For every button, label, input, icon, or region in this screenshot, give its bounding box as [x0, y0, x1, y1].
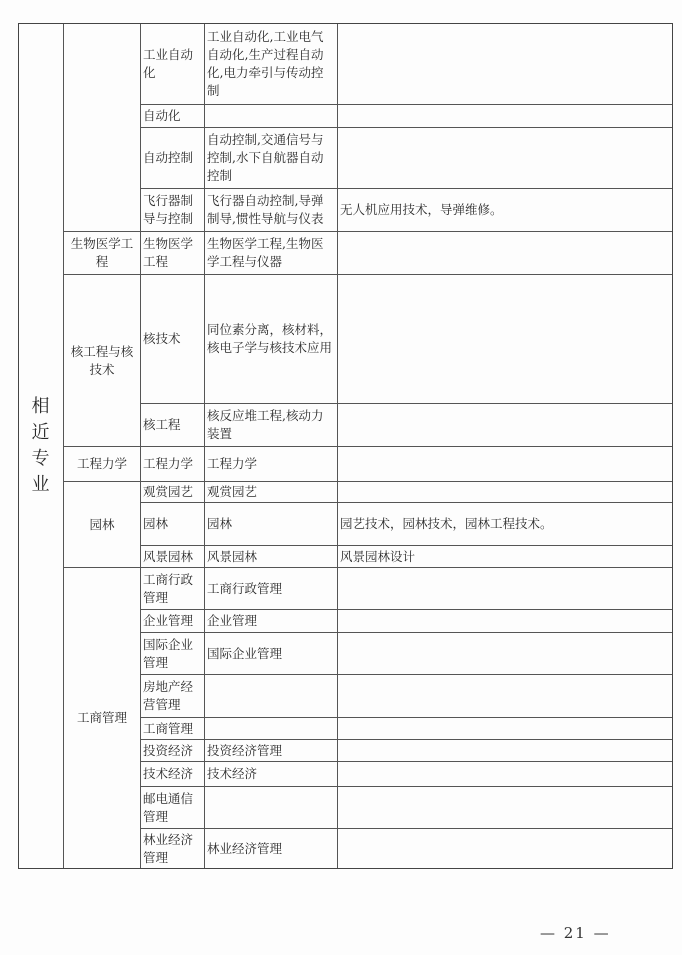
group-cell-biomedical: 生物医学工程	[64, 232, 141, 275]
major-cell: 生物医学工程	[141, 232, 205, 275]
related-cell: 工程力学	[205, 447, 338, 482]
related-cell: 核反应堆工程,核动力装置	[205, 404, 338, 447]
vocational-cell	[338, 404, 672, 447]
related-cell	[205, 675, 338, 718]
related-cell: 林业经济管理	[205, 829, 338, 868]
major-cell: 房地产经营管理	[141, 675, 205, 718]
major-cell: 自动化	[141, 105, 205, 128]
category-label: 相近专业	[31, 396, 51, 495]
vocational-cell	[338, 482, 672, 503]
major-cell: 投资经济	[141, 740, 205, 762]
vocational-cell	[338, 232, 672, 275]
vocational-cell	[338, 128, 672, 189]
related-cell: 投资经济管理	[205, 740, 338, 762]
vocational-cell	[338, 568, 672, 610]
group-cell-landscape: 园林	[64, 482, 141, 568]
related-cell: 园林	[205, 503, 338, 546]
vocational-cell	[338, 718, 672, 740]
related-cell	[205, 105, 338, 128]
vocational-cell	[338, 105, 672, 128]
group-cell-mechanics: 工程力学	[64, 447, 141, 482]
vocational-cell: 园艺技术，园林技术，园林工程技术。	[338, 503, 672, 546]
major-cell: 技术经济	[141, 762, 205, 787]
vocational-cell	[338, 762, 672, 787]
related-cell: 飞行器自动控制,导弹制导,惯性导航与仪表	[205, 189, 338, 232]
major-cell: 林业经济管理	[141, 829, 205, 868]
related-cell: 工商行政管理	[205, 568, 338, 610]
vocational-cell: 风景园林设计	[338, 546, 672, 568]
vocational-cell	[338, 633, 672, 675]
group-cell-automation	[64, 24, 141, 232]
major-cell: 工商行政管理	[141, 568, 205, 610]
major-cell: 工程力学	[141, 447, 205, 482]
vocational-cell	[338, 24, 672, 105]
major-cell: 工商管理	[141, 718, 205, 740]
related-cell	[205, 787, 338, 829]
vocational-cell	[338, 787, 672, 829]
major-cell: 核工程	[141, 404, 205, 447]
major-cell: 企业管理	[141, 610, 205, 633]
related-cell: 自动控制,交通信号与控制,水下自航器自动控制	[205, 128, 338, 189]
major-cell: 邮电通信管理	[141, 787, 205, 829]
vocational-cell	[338, 740, 672, 762]
related-cell: 风景园林	[205, 546, 338, 568]
related-cell: 生物医学工程,生物医学工程与仪器	[205, 232, 338, 275]
vocational-cell: 无人机应用技术，导弹维修。	[338, 189, 672, 232]
group-cell-business: 工商管理	[64, 568, 141, 868]
vocational-cell	[338, 829, 672, 868]
related-cell: 技术经济	[205, 762, 338, 787]
majors-table	[18, 23, 673, 869]
major-cell: 园林	[141, 503, 205, 546]
vocational-cell	[338, 610, 672, 633]
related-cell	[205, 718, 338, 740]
related-cell: 同位素分离，核材料，核电子学与核技术应用	[205, 275, 338, 404]
major-cell: 风景园林	[141, 546, 205, 568]
related-cell: 观赏园艺	[205, 482, 338, 503]
page-number: — 21 —	[540, 924, 611, 942]
category-cell	[19, 24, 64, 868]
major-cell: 自动控制	[141, 128, 205, 189]
related-cell: 企业管理	[205, 610, 338, 633]
vocational-cell	[338, 275, 672, 404]
major-cell: 国际企业管理	[141, 633, 205, 675]
major-cell: 工业自动化	[141, 24, 205, 105]
vocational-cell	[338, 675, 672, 718]
vocational-cell	[338, 447, 672, 482]
related-cell: 工业自动化,工业电气自动化,生产过程自动化,电力牵引与传动控制	[205, 24, 338, 105]
major-cell: 观赏园艺	[141, 482, 205, 503]
major-cell: 飞行器制导与控制	[141, 189, 205, 232]
group-cell-nuclear: 核工程与核技术	[64, 275, 141, 447]
related-cell: 国际企业管理	[205, 633, 338, 675]
major-cell: 核技术	[141, 275, 205, 404]
